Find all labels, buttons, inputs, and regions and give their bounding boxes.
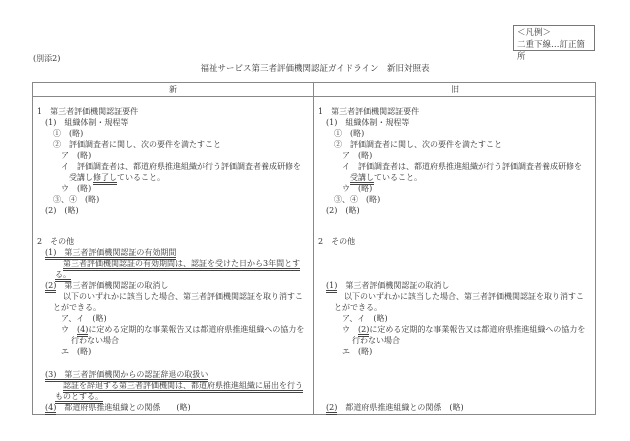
attachment-label: (別添2) xyxy=(33,54,61,63)
item-2-4 xyxy=(45,402,191,413)
amended-text: る。 xyxy=(55,270,71,282)
item-1-2: (2) (略) xyxy=(45,206,79,215)
item-2-1-u xyxy=(342,324,585,335)
item-1-1-b: ② 評価調査者に関し、次の要件を満たすこと xyxy=(53,140,221,149)
item-1-1-b-a: ア (略) xyxy=(61,151,92,160)
item-2-3-head xyxy=(45,369,208,380)
item-1-1-b-u: ウ (略) xyxy=(342,184,373,193)
item-2-2-u-cont: 行わない場合 xyxy=(71,336,119,345)
item-2-2-e: エ (略) xyxy=(61,347,92,356)
table-header xyxy=(33,83,595,97)
text: に定める定期的な事業報告又は都道府県推進組織への協力を xyxy=(369,325,586,334)
amended-number: (4) xyxy=(77,325,88,337)
amended-number: (2) xyxy=(326,403,337,415)
item-2-2-u xyxy=(61,324,304,335)
item-1-1-cd: ③、④ (略) xyxy=(53,195,100,204)
item-1-1-b-i: イ 評価調査者は、都道府県推進組織が行う評価調査者養成研修を xyxy=(342,162,582,171)
item-2-1-body-cont: とができる。 xyxy=(334,303,382,312)
item-2-1-body-cont xyxy=(55,269,71,280)
item-2-2-ai: ア、イ (略) xyxy=(61,314,107,323)
amended-text: (1) 第三者評価機関認証の有効期間 xyxy=(45,248,176,260)
item-1-1-a: ① (略) xyxy=(53,129,84,138)
amended-number: (4) xyxy=(45,403,56,415)
header-old: 旧 xyxy=(451,85,459,94)
text: 都道府県推進組織との関係 (略) xyxy=(56,403,191,412)
text: ていること。 xyxy=(117,173,165,182)
text: ていること。 xyxy=(374,173,422,182)
text: 都道府県推進組織との関係 (略) xyxy=(337,403,464,412)
item-1-2: (2) (略) xyxy=(326,206,360,215)
item-2-3-body xyxy=(63,380,303,391)
section-1-title: 1 第三者評価機関認証要件 xyxy=(318,107,420,116)
item-1-1-b-a: ア (略) xyxy=(342,151,373,160)
legend-title: ＜凡例＞ xyxy=(517,28,552,38)
item-1-1-b-u: ウ (略) xyxy=(61,184,92,193)
amended-text: ものとする。 xyxy=(55,392,103,404)
item-2-2-head xyxy=(45,280,168,291)
item-2-1-body: 以下のいずれかに該当した場合、第三者評価機関認証を取り消すこ xyxy=(344,292,584,301)
column-divider xyxy=(313,83,314,414)
text: 受講し xyxy=(69,173,93,182)
item-1-1-b-i-cont xyxy=(350,172,422,183)
item-1-1-b-i: イ 評価調査者は、都道府県推進組織が行う評価調査者養成研修を xyxy=(61,162,301,171)
text: ウ xyxy=(342,325,358,334)
text: 第三者評価機関認証の取消し xyxy=(337,281,450,290)
amended-text: 修了し xyxy=(93,173,117,185)
section-2-title: 2 その他 xyxy=(37,237,75,246)
legend-description: 二重下線…訂正箇所 xyxy=(517,40,586,62)
item-1-1-cd: ③、④ (略) xyxy=(334,195,381,204)
comparison-table xyxy=(32,82,596,415)
section-2-title: 2 その他 xyxy=(318,237,356,246)
item-1-1-b-i-cont xyxy=(69,172,165,183)
document-title: 福祉サービス第三者評価機関認証ガイドライン 新旧対照表 xyxy=(200,64,430,74)
item-2-2-body-cont: とができる。 xyxy=(53,303,101,312)
item-2-1-head xyxy=(326,280,449,291)
text: に定める定期的な事業報告又は都道府県推進組織への協力を xyxy=(88,325,305,334)
item-1-1-a: ① (略) xyxy=(334,129,365,138)
item-1-1: (1) 組織体制・規程等 xyxy=(45,118,129,127)
item-2-2-body: 以下のいずれかに該当した場合、第三者評価機関認証を取り消すこ xyxy=(63,292,303,301)
item-1-1: (1) 組織体制・規程等 xyxy=(326,118,410,127)
item-2-1-body xyxy=(63,258,300,269)
header-new: 新 xyxy=(169,85,177,94)
item-2-2 xyxy=(326,402,464,413)
amended-text: 認証を辞退する第三者評価機関は、都道府県推進組織に届出を行う xyxy=(63,381,303,393)
amended-number: (2) xyxy=(358,325,369,337)
amended-text: 第三者評価機関認証の有効期間は、認証を受けた日から3年間とす xyxy=(63,259,300,271)
amended-text: 受講し xyxy=(350,173,374,185)
item-2-3-body-cont xyxy=(55,391,103,402)
text: 第三者評価機関認証の取消し xyxy=(56,281,169,290)
text: ウ xyxy=(61,325,77,334)
item-2-1-head xyxy=(45,247,176,258)
amended-text: (3) 第三者評価機関からの認証辞退の取扱い xyxy=(45,370,208,382)
amended-number: (1) xyxy=(326,281,337,293)
legend-box xyxy=(513,25,595,62)
item-2-1-ai: ア、イ (略) xyxy=(342,314,388,323)
section-1-title: 1 第三者評価機関認証要件 xyxy=(37,107,139,116)
amended-number: (2) xyxy=(45,281,56,293)
item-2-1-e: エ (略) xyxy=(342,347,373,356)
item-2-1-u-cont: 行わない場合 xyxy=(352,336,400,345)
item-1-1-b: ② 評価調査者に関し、次の要件を満たすこと xyxy=(334,140,502,149)
